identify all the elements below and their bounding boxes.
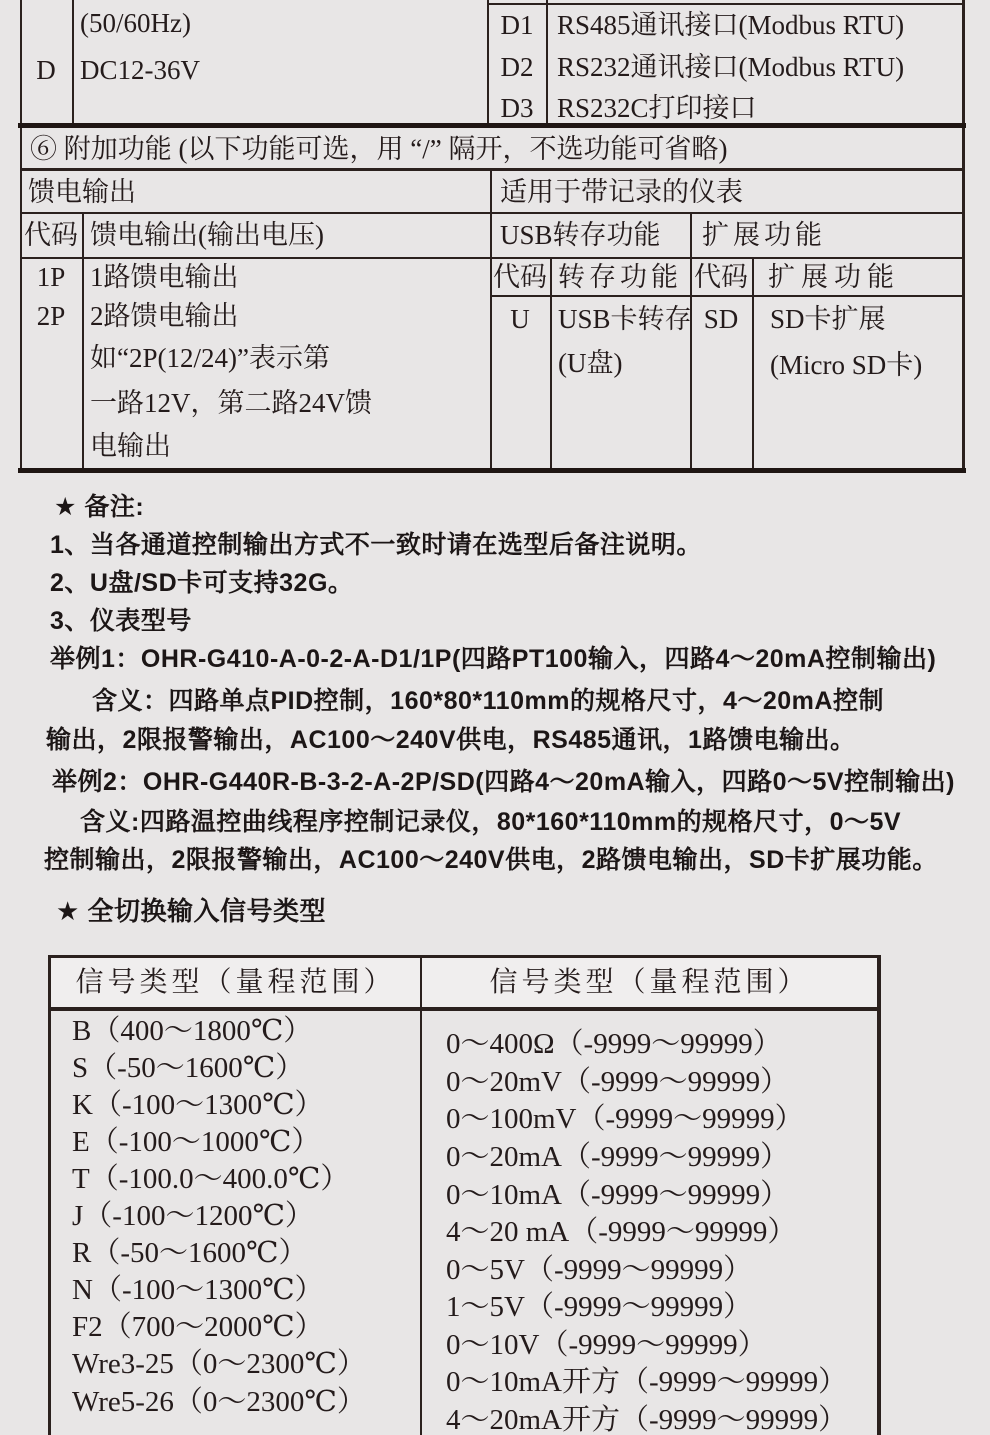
section6-title: ⑥ 附加功能 (以下功能可选，用 “/” 隔开，不选功能可省略) [30,134,728,164]
signal-row: Wre5-26（0～2300℃） [72,1386,366,1418]
divider-line [20,128,22,468]
signal-row: S（-50～1600℃） [72,1052,305,1084]
divider-line [20,168,965,171]
signal-row: 0～10V（-9999～99999） [446,1329,767,1361]
signal-row: T（-100.0～400.0℃） [72,1163,350,1195]
note-item: 1、当各通道控制输出方式不一致时请在选型后备注说明。 [50,531,702,559]
divider-line [550,257,552,468]
comm-code: D3 [500,93,534,123]
sd-code: SD [703,304,739,334]
signal-row: B（400～1800℃） [72,1015,313,1047]
heavy-border-line [18,468,966,473]
divider-line [962,128,965,468]
comm-desc: RS232C打印接口 [557,93,757,123]
feed-code-1p: 1P [36,262,66,292]
signal-section-title: ★ 全切换输入信号类型 [56,896,327,926]
example2-line: 举例2：OHR-G440R-B-3-2-A-2P/SD(四路4～20mA输入，四路0～5V控制输出) [52,768,955,796]
comm-desc: RS232通讯接口(Modbus RTU) [557,52,905,82]
divider-line [420,955,422,1435]
power-desc: DC12-36V [80,55,200,85]
feed-line: 2路馈电输出 [90,301,239,331]
divider-line [752,257,754,468]
note-item: 2、U盘/SD卡可支持32G。 [50,569,354,597]
feed-line: 1路馈电输出 [90,262,239,292]
signal-row: J（-100～1200℃） [72,1200,314,1232]
divider-line [82,212,84,468]
power-carryover-text: (50/60Hz) [80,8,191,38]
feed-left-title: 馈电输出 [28,177,136,207]
signal-row: 0～10mA（-9999～99999） [446,1179,790,1211]
signal-row: 0～20mV（-9999～99999） [446,1066,790,1098]
feed-line: 电输出 [90,431,171,461]
divider-line [877,955,881,1435]
example1-line: 举例1：OHR-G410-A-0-2-A-D1/1P(四路PT100输入，四路4～20mA控制输出) [50,645,937,673]
example1-line: 输出，2限报警输出，AC100～240V供电，RS485通讯，1路馈电输出。 [46,726,856,754]
divider-line [487,3,965,5]
note-item: 3、仪表型号 [50,607,192,635]
signal-row: 0～400Ω（-9999～99999） [446,1028,782,1060]
signal-row: 0～10mA开方（-9999～99999） [446,1366,848,1398]
signal-row: E（-100～1000℃） [72,1126,321,1158]
signal-row: R（-50～1600℃） [72,1237,308,1269]
signal-row: F2（700～2000℃） [72,1311,324,1343]
comm-desc: RS485通讯接口(Modbus RTU) [557,10,905,40]
divider-line [690,212,692,468]
ext-func-header: 扩展功能 [768,262,900,292]
divider-line [490,295,965,297]
example2-line: 含义:四路温控曲线程序控制记录仪，80*160*110mm的规格尺寸，0～5V [80,808,902,836]
transfer-func-header: 转存功能 [558,262,682,292]
power-code: D [36,55,56,85]
signal-row: N（-100～1300℃） [72,1274,324,1306]
usb-header: USB转存功能 [500,220,661,250]
divider-line [546,0,548,127]
signal-row: Wre3-25（0～2300℃） [72,1348,366,1380]
divider-line [72,0,74,127]
example1-line: 含义：四路单点PID控制，160*80*110mm的规格尺寸，4～20mA控制 [92,687,884,715]
divider-line [962,0,965,127]
ext-header: 扩展功能 [702,220,826,250]
signal-row: K（-100～1300℃） [72,1089,324,1121]
signal-row: 0～100mV（-9999～99999） [446,1103,804,1135]
notes-title: ★ 备注: [54,493,145,521]
divider-line [48,1007,881,1011]
heavy-border-line [18,123,966,128]
divider-line [20,257,965,259]
usb-func-line2: (U盘) [558,348,623,378]
comm-code: D1 [500,10,534,40]
signal-header-right: 信号类型（量程范围） [489,967,810,998]
example2-line: 控制输出，2限报警输出，AC100～240V供电，2路馈电输出，SD卡扩展功能。 [44,846,938,874]
divider-line [20,212,965,214]
signal-header-left: 信号类型（量程范围） [75,967,396,998]
usb-func-line1: USB卡转存 [558,304,692,334]
ext-code-header: 代码 [694,262,748,292]
signal-row: 0～5V（-9999～99999） [446,1254,753,1286]
feed-desc-header: 馈电输出(输出电压) [90,220,324,250]
divider-line [48,955,51,1435]
signal-row: 0～20mA（-9999～99999） [446,1141,790,1173]
signal-row: 4～20mA开方（-9999～99999） [446,1404,848,1435]
feed-line: 一路12V，第二路24V馈 [90,388,372,418]
comm-code: D2 [500,52,534,82]
feed-code-header: 代码 [24,220,78,250]
signal-row: 1～5V（-9999～99999） [446,1291,753,1323]
sd-func-line1: SD卡扩展 [770,304,886,334]
feed-line: 如“2P(12/24)”表示第 [90,343,330,373]
feed-right-title: 适用于带记录的仪表 [500,177,743,207]
sd-func-line2: (Micro SD卡) [770,350,923,380]
signal-row: 4～20 mA（-9999～99999） [446,1216,797,1248]
feed-code-2p: 2P [36,301,66,331]
usb-code: U [510,304,530,334]
transfer-code-header: 代码 [493,262,547,292]
